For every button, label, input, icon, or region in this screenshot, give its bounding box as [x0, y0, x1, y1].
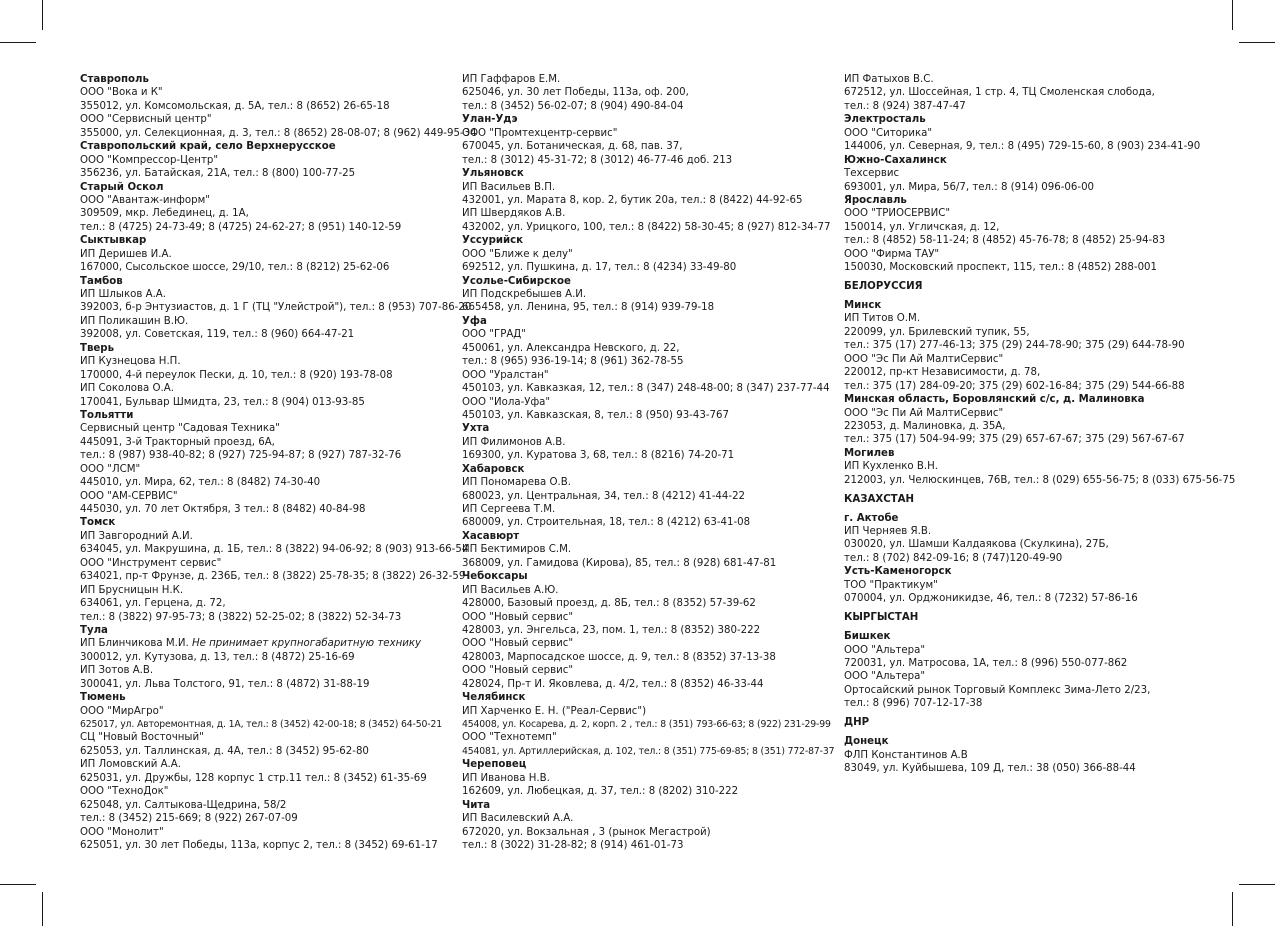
entry-line: ООО "ЛСМ": [80, 463, 141, 475]
entry-line: 625031, ул. Дружбы, 128 корпус 1 стр.11 тел.: 8 (3452) 61-35-69: [80, 772, 427, 784]
city-heading: Ухта: [462, 423, 490, 435]
entry-line: 167000, Сысольское шоссе, 29/10, тел.: 8 (8212) 25-62-06: [80, 262, 390, 274]
entry-line: ИП Подскребышев А.И.: [462, 289, 587, 300]
entry-line: 220099, ул. Брилевский тупик, 55,: [844, 326, 1030, 338]
entry-line: 030020, ул. Шамши Калдаякова (Скулкина), 27Б,: [844, 539, 1109, 551]
entry-line: СЦ "Новый Восточный": [80, 732, 204, 744]
city-heading: Ульяновск: [462, 168, 524, 180]
city-heading: Сыктывкар: [80, 235, 147, 247]
entry-line: ООО "Эс Пи Ай МалтиСервис": [844, 407, 1004, 419]
city-heading: Тольятти: [80, 409, 134, 421]
entry-line: 162609, ул. Любецкая, д. 37, тел.: 8 (8202) 310-222: [462, 786, 739, 798]
entry-line: ИП Кузнецова Н.П.: [80, 356, 181, 368]
entry-line: 428024, Пр-т И. Яковлева, д. 4/2, тел.: 8 (8352) 46-33-44: [462, 678, 764, 690]
service-column-3: [844, 73, 1236, 775]
entry-line: ИП Зотов А.В.: [80, 665, 154, 677]
entry-line: 356236, ул. Батайская, 21А, тел.: 8 (800) 100-77-25: [80, 168, 356, 180]
entry-line: ООО "ТехноДок": [80, 786, 169, 798]
city-heading: Усть-Каменогорск: [844, 566, 952, 578]
entry-line: Сервисный центр "Садовая Техника": [80, 423, 280, 435]
city-heading: Минск: [844, 300, 882, 311]
entry-line: тел.: 8 (3012) 45-31-72; 8 (3012) 46-77-46 доб. 213: [462, 154, 733, 166]
entry-line: ООО "Фирма ТАУ": [844, 248, 940, 260]
city-heading: Ставрополь: [80, 74, 149, 85]
country-heading: КЫРГЫСТАН: [844, 612, 919, 624]
entry-line: 634021, пр-т Фрунзе, д. 236Б, тел.: 8 (3822) 25-78-35; 8 (3822) 26-32-59: [80, 571, 466, 583]
entry-line: 625017, ул. Авторемонтная, д. 1А, тел.: 8 (3452) 42-00-18; 8 (3452) 64-50-21: [80, 719, 443, 730]
entry-line: ИП Гаффаров Е.М.: [462, 74, 561, 85]
city-heading: г. Актобе: [844, 512, 899, 524]
entry-line: тел.: 8 (987) 938-40-82; 8 (927) 725-94-87; 8 (927) 787-32-76: [80, 450, 402, 462]
city-heading: Тула: [80, 624, 108, 636]
entry-line: ИП Василевский А.А.: [462, 813, 574, 825]
entry-line: ООО "Вока и К": [80, 87, 163, 99]
entry-line: 450103, ул. Кавказкая, 12, тел.: 8 (347) 248-48-00; 8 (347) 237-77-44: [462, 383, 830, 395]
entry-line: ИП Брусницын Н.К.: [80, 584, 184, 596]
entry-line: 428003, ул. Энгельса, 23, пом. 1, тел.: 8 (8352) 380-222: [462, 624, 761, 636]
entry-line: ООО "Новый сервис": [462, 611, 574, 623]
entry-line: ООО "Инструмент сервис": [80, 557, 222, 569]
entry-line: тел.: 8 (4725) 24-73-49; 8 (4725) 24-62-27; 8 (951) 140-12-59: [80, 221, 402, 233]
entry-line: 680023, ул. Центральная, 34, тел.: 8 (4212) 41-44-22: [462, 490, 746, 502]
city-heading: Минская область, Боровлянский с/с, д. Малиновка: [844, 394, 1145, 406]
entry-line: 223053, д. Малиновка, д. 35А,: [844, 420, 1006, 432]
entry-line: 692512, ул. Пушкина, д. 17, тел.: 8 (4234) 33-49-80: [462, 262, 737, 274]
crop-mark-bl-h: [0, 884, 36, 885]
entry-line: 220012, пр-кт Независимости, д. 78,: [844, 367, 1041, 379]
entry-line: 212003, ул. Челюскинцев, 76В, тел.: 8 (029) 655-56-75; 8 (033) 675-56-75: [844, 474, 1236, 486]
entry-line: 454081, ул. Артиллерийская, д. 102, тел.: 8 (351) 775-69-85; 8 (351) 772-87-37: [462, 745, 835, 757]
entry-line: 432002, ул. Урицкого, 100, тел.: 8 (8422) 58-30-45; 8 (927) 812-34-77: [462, 221, 831, 233]
entry-line: 450103, ул. Кавказская, 8, тел.: 8 (950) 93-43-767: [462, 409, 729, 421]
entry-line: ООО "Альтера": [844, 644, 926, 656]
entry-line: тел.: 375 (17) 284-09-20; 375 (29) 602-16-84; 375 (29) 544-66-88: [844, 380, 1185, 392]
entry-line: ООО "Технотемп": [462, 732, 557, 744]
entry-line: ООО "Компрессор-Центр": [80, 154, 219, 166]
entry-line: 428003, Марпосадское шоссе, д. 9, тел.: 8 (8352) 37-13-38: [462, 651, 776, 663]
entry-line: ООО "Ближе к делу": [462, 248, 573, 260]
entry-line: 170041, Бульвар Шмидта, 23, тел.: 8 (904) 013-93-85: [80, 396, 365, 408]
entry-line: тел.: 8 (702) 842-09-16; 8 (747)120-49-90: [844, 552, 1063, 564]
entry-line: 445030, ул. 70 лет Октября, 3 тел.: 8 (8482) 40-84-98: [80, 504, 366, 515]
entry-line: тел.: 8 (965) 936-19-14; 8 (961) 362-78-55: [462, 356, 684, 368]
entry-line: [80, 637, 448, 650]
entry-line: ИП Сергеева Т.М.: [462, 504, 556, 515]
entry-line: ИП Бектимиров С.М.: [462, 544, 572, 556]
entry-line: 355000, ул. Селекционная, д. 3, тел.: 8 (8652) 28-08-07; 8 (962) 449-95-34: [80, 127, 477, 139]
entry-line: ИП Титов О.М.: [844, 313, 921, 325]
country-heading: ДНР: [844, 717, 870, 729]
city-heading: Хабаровск: [462, 463, 525, 475]
entry-line: ИП Соколова О.А.: [80, 383, 174, 395]
entry-line: Техсервис: [844, 168, 900, 180]
entry-line: 665458, ул. Ленина, 95, тел.: 8 (914) 939-79-18: [462, 302, 715, 314]
crop-mark-br-h: [1239, 884, 1275, 885]
entry-line: 693001, ул. Мира, 56/7, тел.: 8 (914) 096-06-00: [844, 181, 1095, 193]
city-heading: Улан-Удэ: [462, 114, 518, 126]
entry-line: ООО "ТРИОСЕРВИС": [844, 208, 951, 220]
entry-line: 169300, ул. Куратова 3, 68, тел.: 8 (8216) 74-20-71: [462, 450, 735, 462]
city-heading: Южно-Сахалинск: [844, 154, 947, 166]
entry-line: ООО "Авантаж-информ": [80, 194, 210, 206]
entry-line: ООО "Новый сервис": [462, 638, 574, 650]
entry-line: 625048, ул. Салтыкова-Щедрина, 58/2: [80, 799, 287, 811]
crop-mark-tl-v: [42, 0, 43, 30]
service-column-2: [462, 73, 835, 852]
entry-line: ИП Ломовский А.А.: [80, 759, 181, 771]
entry-line: 720031, ул. Матросова, 1А, тел.: 8 (996) 550-077-862: [844, 657, 1128, 669]
city-heading: Уфа: [462, 315, 487, 327]
entry-line: ООО "Монолит": [80, 826, 164, 838]
city-heading: Тверь: [80, 342, 115, 354]
entry-line: 83049, ул. Куйбышева, 109 Д, тел.: 38 (050) 366-88-44: [844, 763, 1136, 774]
city-heading: Череповец: [462, 759, 527, 771]
entry-line: тел.: 8 (996) 707-12-17-38: [844, 698, 983, 710]
entry-line: 300012, ул. Кутузова, д. 13, тел.: 8 (4872) 25-16-69: [80, 651, 355, 663]
entry-line: ООО "Сервисный центр": [80, 114, 212, 126]
city-heading: Бишкек: [844, 631, 891, 643]
entry-line: 432001, ул. Марата 8, кор. 2, бутик 20а, тел.: 8 (8422) 44-92-65: [462, 194, 803, 206]
city-heading: Могилев: [844, 447, 895, 459]
city-heading: Чита: [462, 799, 491, 811]
entry-line: 309509, мкр. Лебединец, д. 1А,: [80, 208, 249, 220]
entry-line: 445091, 3-й Тракторный проезд, 6А,: [80, 436, 275, 448]
entry-line: ИП Васильев А.Ю.: [462, 584, 559, 596]
entry-line: ООО "МирАгро": [80, 705, 164, 717]
entry-line: Ортосайский рынок Торговый Комплекс Зима-Лето 2/23,: [844, 684, 1151, 696]
entry-note: Не принимает крупногабаритную технику: [191, 638, 422, 650]
entry-line: ООО "Промтехцентр-сервис": [462, 127, 618, 139]
entry-line: тел.: 8 (4852) 58-11-24; 8 (4852) 45-76-78; 8 (4852) 25-94-83: [844, 235, 1166, 247]
entry-line: 445010, ул. Мира, 62, тел.: 8 (8482) 74-30-40: [80, 477, 321, 489]
city-heading: Ставропольский край, село Верхнерусское: [80, 141, 336, 153]
entry-line: ФЛП Константинов А.В: [844, 749, 968, 761]
city-heading: Уссурийск: [462, 235, 524, 247]
city-heading: Челябинск: [462, 692, 526, 704]
entry-line: 355012, ул. Комсомольская, д. 5А, тел.: 8 (8652) 26-65-18: [80, 100, 390, 112]
city-heading: Усолье-Сибирское: [462, 275, 571, 287]
city-heading: Ярославль: [844, 194, 907, 206]
entry-line: ООО "Эс Пи Ай МалтиСервис": [844, 353, 1004, 365]
city-heading: Донецк: [844, 736, 889, 748]
entry-line: ООО "ГРАД": [462, 329, 526, 341]
city-heading: Тамбов: [80, 275, 123, 287]
entry-line: 680009, ул. Строительная, 18, тел.: 8 (4212) 63-41-08: [462, 517, 751, 529]
entry-line: ИП Иванова Н.В.: [462, 772, 550, 784]
entry-line: ИП Харченко Е. Н. ("Реал-Сервис"): [462, 705, 647, 717]
city-heading: Старый Оскол: [80, 181, 164, 193]
entry-line: ИП Филимонов А.В.: [462, 436, 566, 448]
entry-text: ИП Блинчикова М.И.: [80, 638, 192, 650]
entry-line: ИП Кухленко В.Н.: [844, 461, 939, 473]
entry-line: тел.: 8 (3822) 97-95-73; 8 (3822) 52-25-02; 8 (3822) 52-34-73: [80, 611, 402, 623]
entry-line: тел.: 8 (3452) 56-02-07; 8 (904) 490-84-04: [462, 100, 684, 112]
country-heading: БЕЛОРУССИЯ: [844, 281, 923, 293]
entry-line: 150014, ул. Угличская, д. 12,: [844, 221, 1000, 233]
entry-line: 670045, ул. Ботаническая, д. 68, пав. 37,: [462, 141, 683, 153]
entry-line: ИП Черняев Я.В.: [844, 526, 932, 537]
entry-line: тел.: 375 (17) 277-46-13; 375 (29) 244-78-90; 375 (29) 644-78-90: [844, 340, 1185, 352]
entry-line: ИП Швердяков А.В.: [462, 208, 566, 220]
entry-line: 634045, ул. Макрушина, д. 1Б, тел.: 8 (3822) 94-06-92; 8 (903) 913-66-54: [80, 544, 469, 556]
entry-line: 625046, ул. 30 лет Победы, 113а, оф. 200,: [462, 87, 689, 99]
city-heading: Хасавюрт: [462, 530, 520, 542]
entry-line: 672512, ул. Шоссейная, 1 стр. 4, ТЦ Смоленская слобода,: [844, 87, 1155, 99]
entry-line: 368009, ул. Гамидова (Кирова), 85, тел.: 8 (928) 681-47-81: [462, 557, 777, 569]
entry-line: тел.: 375 (17) 504-94-99; 375 (29) 657-67-67; 375 (29) 567-67-67: [844, 434, 1185, 446]
entry-line: тел.: 8 (3452) 215-669; 8 (922) 267-07-09: [80, 813, 298, 825]
entry-line: ИП Шлыков А.А.: [80, 289, 167, 300]
entry-line: ООО "Уралстан": [462, 369, 549, 381]
entry-line: 300041, ул. Льва Толстого, 91, тел.: 8 (4872) 31-88-19: [80, 678, 370, 690]
entry-line: ИП Деришев И.А.: [80, 248, 172, 260]
entry-line: ИП Завгородний А.И.: [80, 530, 193, 542]
entry-line: ООО "Ситорика": [844, 127, 933, 139]
entry-line: 150030, Московский проспект, 115, тел.: 8 (4852) 288-001: [844, 262, 1158, 274]
crop-mark-bl-v: [42, 892, 43, 926]
entry-line: 672020, ул. Вокзальная , 3 (рынок Мегастрой): [462, 826, 711, 838]
entry-line: 454008, ул. Косарева, д. 2, корп. 2 , тел.: 8 (351) 793-66-63; 8 (922) 231-29-99: [462, 719, 831, 730]
entry-line: ООО "АМ-СЕРВИС": [80, 490, 178, 502]
entry-line: ИП Васильев В.П.: [462, 181, 556, 193]
city-heading: Чебоксары: [462, 571, 528, 583]
crop-mark-tl-h: [0, 42, 36, 43]
entry-line: 428000, Базовый проезд, д. 8Б, тел.: 8 (8352) 57-39-62: [462, 598, 756, 610]
city-heading: Электросталь: [844, 114, 926, 126]
entry-line: ИП Поликашин В.Ю.: [80, 315, 189, 327]
entry-line: ООО "Новый сервис": [462, 665, 574, 677]
entry-line: 392003, б-р Энтузиастов, д. 1 Г (ТЦ "Улейстрой"), тел.: 8 (953) 707-86-20: [80, 302, 472, 314]
entry-line: 450061, ул. Александра Невского, д. 22,: [462, 342, 680, 354]
entry-line: 070004, ул. Орджоникидзе, 46, тел.: 8 (7232) 57-86-16: [844, 593, 1138, 605]
city-heading: Тюмень: [80, 692, 126, 704]
entry-line: 144006, ул. Северная, 9, тел.: 8 (495) 729-15-60, 8 (903) 234-41-90: [844, 141, 1201, 153]
entry-line: 625051, ул. 30 лет Победы, 113а, корпус 2, тел.: 8 (3452) 69-61-17: [80, 839, 438, 851]
city-heading: Томск: [80, 517, 116, 529]
entry-line: ИП Пономарева О.В.: [462, 477, 571, 489]
entry-line: 625053, ул. Таллинская, д. 4А, тел.: 8 (3452) 95-62-80: [80, 745, 369, 757]
entry-line: ТОО "Практикум": [844, 579, 938, 591]
entry-line: тел.: 8 (924) 387-47-47: [844, 100, 966, 112]
entry-line: ООО "Иола-Уфа": [462, 396, 551, 408]
crop-mark-tr-v: [1232, 0, 1233, 30]
crop-mark-tr-h: [1239, 42, 1275, 43]
entry-line: ИП Фатыхов В.С.: [844, 74, 934, 85]
entry-line: 634061, ул. Герцена, д. 72,: [80, 598, 226, 610]
country-heading: КАЗАХСТАН: [844, 493, 915, 505]
entry-line: тел.: 8 (3022) 31-28-82; 8 (914) 461-01-73: [462, 839, 684, 851]
entry-line: 170000, 4-й переулок Пески, д. 10, тел.: 8 (920) 193-78-08: [80, 369, 393, 381]
crop-mark-br-v: [1232, 892, 1233, 926]
entry-line: ООО "Альтера": [844, 671, 926, 683]
entry-line: 392008, ул. Советская, 119, тел.: 8 (960) 664-47-21: [80, 329, 355, 341]
